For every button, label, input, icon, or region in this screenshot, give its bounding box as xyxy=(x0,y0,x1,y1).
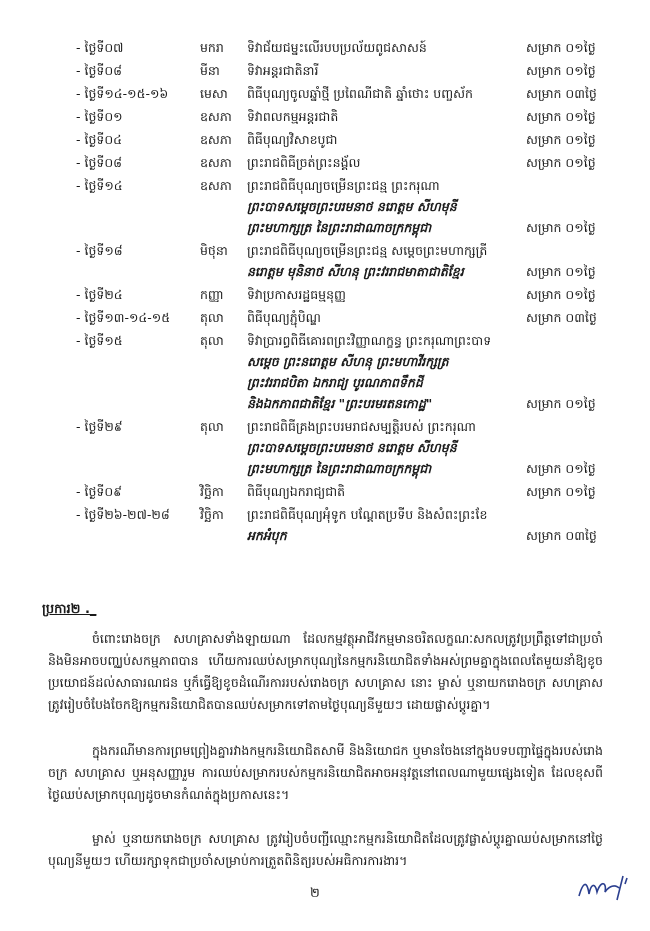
holiday-row xyxy=(0,153,650,173)
holiday-date: - ថ្ងៃទី២៦-២៧-២៨ xyxy=(76,507,170,522)
holiday-row xyxy=(0,84,650,104)
holiday-row xyxy=(0,107,650,127)
holiday-description: ព្រះរាជពិធីគ្រងព្រះបរមរាជសម្បត្តិរបស់ ព្រះករុណា xyxy=(247,419,476,434)
holiday-date: - ថ្ងៃទី២៩ xyxy=(76,419,123,434)
holiday-row xyxy=(0,38,650,58)
holiday-month: ឧសភា xyxy=(200,109,232,124)
holiday-row xyxy=(0,176,650,196)
paragraph-1-text: ចំពោះរោងចក្រ សហគ្រាសទាំងឡាយណា ដែលកម្មវត្ថុអាជីវកម្មមានចរិតលក្ខណៈសកលត្រូវប្រព្រឹត្តទៅជាប្រចាំ និងមិនអាចបញ្ឈប់សកម្មភាពបាន ហើយការឈប់សម្រាកបុណ្យនៃកម្មករនិយោជិតទាំងអស់ព្រមគ្នាក្នុងពេលតែមួយនាំឱ្យខូចប្រយោជន៍ដល់សាធារណជន ឬក៏ធ្វើឱ្យខូចដំណើរការរបស់រោងចក្រ សហគ្រាស នោះ ម្ចាស់ ឬនាយករោងចក្រ សហគ្រាស ត្រូវរៀបចំបែងចែកឱ្យកម្មករនិយោជិតបានឈប់សម្រាកទៅតាមថ្ងៃបុណ្យនីមួយៗ ដោយផ្លាស់ប្តូរគ្នា។ xyxy=(48,631,603,712)
holiday-leave-days: សម្រាក ០៣ថ្ងៃ xyxy=(526,310,597,325)
holiday-row xyxy=(0,505,650,525)
holiday-description: ទិវាពលកម្មអន្តរជាតិ xyxy=(247,109,339,124)
holiday-description: ពិធីបុណ្យចូលឆ្នាំថ្មី ប្រពៃណីជាតិ ឆ្នាំថោះ បញ្ចស័ក xyxy=(247,86,473,101)
holiday-date: - ថ្ងៃទី០៩ xyxy=(76,484,123,499)
holiday-month: ឧសភា xyxy=(200,178,232,193)
holiday-description: ព្រះរាជពិធីបុណ្យអុំទូក បណ្តែតប្រទីប និងសំពះព្រះខែ xyxy=(247,507,488,522)
holiday-date: - ថ្ងៃទី១៣-១៤-១៥ xyxy=(76,310,171,325)
holiday-date: - ថ្ងៃទី០១ xyxy=(76,109,123,124)
holiday-description: ទិវាប្រារព្ធពិធីគោរពព្រះវិញ្ញាណក្ខន្ធ ព្រះករុណាព្រះបាទ xyxy=(247,333,492,348)
holiday-leave-days: សម្រាក ០៣ថ្ងៃ xyxy=(526,86,597,101)
holiday-description: ព្រះវររាជបិតា ឯករាជ្យ បូរណភាពទឹកដី xyxy=(247,375,423,390)
holiday-month: កញ្ញា xyxy=(200,287,224,302)
holiday-description: ពិធីបុណ្យឯករាជ្យជាតិ xyxy=(247,484,346,499)
holiday-month: មិថុនា xyxy=(200,243,228,258)
signature-icon xyxy=(575,872,635,902)
holiday-month: ឧសភា xyxy=(200,132,232,147)
holiday-leave-days: សម្រាក ០៣ថ្ងៃ xyxy=(526,528,597,543)
holiday-description: ទិវាអន្តរជាតិនារី xyxy=(247,63,319,78)
holiday-month: មេសា xyxy=(200,86,228,101)
holiday-row xyxy=(0,331,650,351)
holiday-description: អកអំបុក xyxy=(247,528,287,543)
paragraph-3-text: ម្ចាស់ ឬនាយករោងចក្រ សហគ្រាស ត្រូវរៀបចំបញ្ជីឈ្មោះកម្មករនិយោជិតដែលត្រូវផ្លាស់ប្តូរគ្នាឈប់សម្រាកនៅថ្ងៃបុណ្យនីមួយៗ ហើយរក្សាទុកជាប្រចាំសម្រាប់ការត្រួតពិនិត្យរបស់អធិការការងារ។ xyxy=(48,831,603,868)
holiday-month: តុលា xyxy=(200,419,224,434)
paragraph-3 xyxy=(48,828,603,872)
holiday-date: - ថ្ងៃទី០៤ xyxy=(76,132,123,147)
holiday-month: មករា xyxy=(200,40,224,55)
holiday-leave-days: សម្រាក ០១ថ្ងៃ xyxy=(526,109,596,124)
holiday-leave-days: សម្រាក ០១ថ្ងៃ xyxy=(526,132,596,147)
holiday-row xyxy=(0,241,650,261)
holiday-date: - ថ្ងៃទី១៨ xyxy=(76,243,123,258)
holiday-leave-days: សម្រាក ០១ថ្ងៃ xyxy=(526,264,596,279)
holiday-row xyxy=(0,459,650,479)
holiday-description: ព្រះរាជពិធីបុណ្យចម្រើនព្រះជន្ម សម្តេចព្រះមហាក្សត្រី xyxy=(247,243,488,258)
holiday-date: - ថ្ងៃទី១៥ xyxy=(76,333,123,348)
holiday-description: ព្រះបាទសម្តេចព្រះបរមនាថ នរោត្តម សីហមុនី xyxy=(247,440,457,455)
holiday-row xyxy=(0,218,650,238)
holiday-description: ព្រះរាជពិធីបុណ្យចម្រើនព្រះជន្ម ព្រះករុណា xyxy=(247,178,440,193)
holiday-date: - ថ្ងៃទី២៤ xyxy=(76,287,123,302)
holiday-date: - ថ្ងៃទី១៤-១៥-១៦ xyxy=(76,86,169,101)
holiday-month: តុលា xyxy=(200,333,224,348)
holiday-row xyxy=(0,285,650,305)
holiday-description: ព្រះរាជពិធីច្រត់ព្រះនង្គ័ល xyxy=(247,155,361,170)
holiday-description: ពិធីបុណ្យវិសាខបូជា xyxy=(247,132,338,147)
holiday-row xyxy=(0,373,650,393)
article-heading: ប្រការ២ ._ xyxy=(42,602,97,617)
holiday-description: សម្តេច ព្រះនរោត្តម សីហនុ ព្រះមហាវីរក្សត្រ xyxy=(247,354,449,369)
holiday-date: - ថ្ងៃទី០៧ xyxy=(76,40,124,55)
holiday-month: ឧសភា xyxy=(200,155,232,170)
holiday-month: វិច្ឆិកា xyxy=(200,507,224,522)
holiday-row xyxy=(0,197,650,217)
holiday-leave-days: សម្រាក ០១ថ្ងៃ xyxy=(526,287,596,302)
paragraph-1 xyxy=(48,628,603,716)
holiday-row xyxy=(0,482,650,502)
paragraph-2-text: ក្នុងករណីមានការព្រមព្រៀងគ្នារវាងកម្មករនិយោជិតសាមី និងនិយោជក ឬមានចែងនៅក្នុងបទបញ្ជាផ្ទៃក្នុងរបស់រោងចក្រ សហគ្រាស ឬអនុសញ្ញារួម ការឈប់សម្រាករបស់កម្មករនិយោជិតអាចអនុវត្តនៅពេលណាមួយផ្សេងទៀត ដែលខុសពីថ្ងៃឈប់សម្រាកបុណ្យដូចមានកំណត់ក្នុងប្រកាសនេះ។ xyxy=(48,743,603,802)
holiday-description: នរោត្តម មុនិនាថ សីហនុ ព្រះវររាជមាតាជាតិខ្មែរ xyxy=(247,264,464,279)
holiday-leave-days: សម្រាក ០១ថ្ងៃ xyxy=(526,396,596,411)
holiday-description: ព្រះមហាក្សត្រ នៃព្រះរាជាណាចក្រកម្ពុជា xyxy=(247,220,432,235)
holiday-row xyxy=(0,526,650,546)
holiday-description: ពិធីបុណ្យភ្ជុំបិណ្ឌ xyxy=(247,310,321,325)
holiday-description: ទិវាប្រកាសរដ្ឋធម្មនុញ្ញ xyxy=(247,287,346,302)
holiday-description: ព្រះបាទសម្តេចព្រះបរមនាថ នរោត្តម សីហមុនី xyxy=(247,199,457,214)
holiday-leave-days: សម្រាក ០១ថ្ងៃ xyxy=(526,484,596,499)
holiday-leave-days: សម្រាក ០១ថ្ងៃ xyxy=(526,220,596,235)
holiday-description: ព្រះមហាក្សត្រ នៃព្រះរាជាណាចក្រកម្ពុជា xyxy=(247,461,432,476)
holiday-leave-days: សម្រាក ០១ថ្ងៃ xyxy=(526,63,596,78)
holiday-description: និងឯកភាពជាតិខ្មែរ "ព្រះបរមរតនកោដ្ឋ" xyxy=(247,396,433,411)
holiday-month: វិច្ឆិកា xyxy=(200,484,224,499)
holiday-row xyxy=(0,394,650,414)
holiday-row xyxy=(0,352,650,372)
holiday-row xyxy=(0,438,650,458)
holiday-row xyxy=(0,308,650,328)
holiday-leave-days: សម្រាក ០១ថ្ងៃ xyxy=(526,461,596,476)
paragraph-2 xyxy=(48,740,603,806)
holiday-date: - ថ្ងៃទី០៨ xyxy=(76,63,123,78)
holiday-description: ទិវាជ័យជម្នះលើរបបប្រល័យពូជសាសន៍ xyxy=(247,40,427,55)
holiday-date: - ថ្ងៃទី១៤ xyxy=(76,178,123,193)
page-number: ២ xyxy=(310,886,320,901)
holiday-leave-days: សម្រាក ០១ថ្ងៃ xyxy=(526,40,596,55)
holiday-row xyxy=(0,417,650,437)
holiday-row xyxy=(0,262,650,282)
holiday-month: មីនា xyxy=(200,63,220,78)
holiday-leave-days: សម្រាក ០១ថ្ងៃ xyxy=(526,155,596,170)
holiday-row xyxy=(0,130,650,150)
holiday-month: តុលា xyxy=(200,310,224,325)
holiday-row xyxy=(0,61,650,81)
holiday-date: - ថ្ងៃទី០៨ xyxy=(76,155,123,170)
